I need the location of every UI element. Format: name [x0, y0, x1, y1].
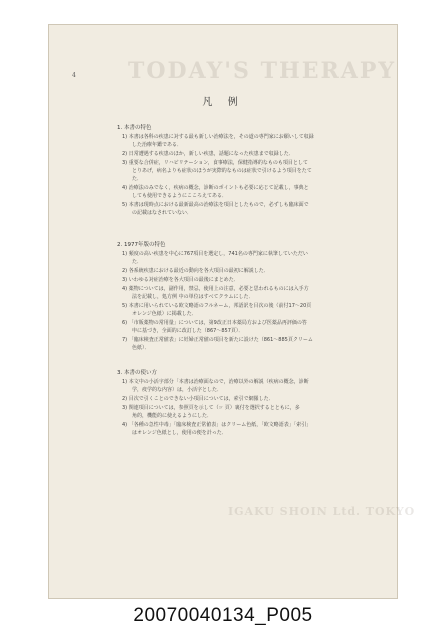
list-item: [122, 133, 372, 149]
list-item-line: 角的，機能的に使えるようにした．: [132, 413, 213, 419]
watermark-header: TODAY'S THERAPY: [128, 58, 397, 84]
section-heading: 1. 本書の特色: [117, 125, 152, 131]
list-item-number: 2): [122, 396, 128, 402]
list-item-line: 治療法のみでなく，疾病の概念，診断のポイントも必要に応じて記載し，事典と: [127, 185, 309, 191]
list-item-line: 「臨床検査正常値表」に妊婦正常値の項目を新たに設けた（861〜885頁クリーム: [127, 337, 313, 343]
list-item: [122, 319, 372, 335]
list-item-line: 本書は現時点における最新最高の治療法を項目としたもので，必ずしも臨床面で: [127, 202, 309, 208]
list-item-line: した治療年鑑である．: [132, 142, 183, 148]
list-item: [122, 285, 372, 301]
list-item-line: 申に基づき，全面的に改訂した（867〜857頁）．: [132, 328, 244, 334]
section-heading: 3. 本書の使い方: [117, 370, 157, 376]
list-item-line: 各系統疾患における最近の動向を各大項目の最初に解説した．: [127, 268, 269, 274]
list-item-line: 色紙）．: [132, 345, 150, 351]
list-item-number: 1): [122, 379, 128, 385]
list-item-line: 学，疫学的な内容）は，小活字とした．: [132, 387, 223, 393]
list-item: [122, 378, 372, 394]
list-item-line: 薬物については，副作用，禁忌，使用上の注意，必要と思われるものには入手方: [127, 286, 309, 292]
list-item-number: 2): [122, 268, 128, 274]
list-item-line: の記載はなされていない．: [132, 210, 193, 216]
list-item-line: 関連項目については，参照頁を示して（☞ 頁）裏付を選択するとともに，多: [127, 405, 300, 411]
list-item: [122, 395, 372, 403]
list-item-line: オレンジ色紙）に掲載した．: [132, 311, 197, 317]
list-item-number: 2): [122, 151, 128, 157]
list-item-line: た．: [132, 259, 143, 265]
list-item: [122, 267, 372, 275]
list-item-line: 頻度の高い疾患を中心に767項目を選定し，741名の専門家に執筆していただい: [127, 251, 308, 257]
page-title: 凡 例: [202, 97, 244, 108]
list-item: [122, 250, 372, 266]
page-number: 4: [72, 72, 76, 79]
list-item: [122, 201, 372, 217]
list-item-line: とりあげ，病名よりも症状のほうが実際的なものは症状で引けるよう項目をたて: [132, 168, 312, 174]
list-item-number: 3): [122, 405, 128, 411]
list-item: [122, 302, 372, 318]
list-item-number: 5): [122, 202, 128, 208]
list-item: [122, 404, 372, 420]
list-item-line: 日常遭遇する疾患のほか，新しい疾患，話題になった疾患まで収録した．: [127, 151, 294, 157]
list-item-line: 法を記載し，処方例 中の単位はすべてクラムにした．: [132, 294, 254, 300]
list-item: [122, 159, 372, 183]
list-item: [122, 421, 372, 437]
list-item-line: 重要な合併症，リハビリテーション，食事療法，保健指導的なものも項目として: [127, 160, 308, 166]
list-item-line: 本書は各科の疾患に対する最も新しい治療法を，その道の専門家にお願いして収録: [127, 134, 314, 140]
watermark-footer: IGAKU SHOIN Ltd. TOKYO: [228, 505, 416, 518]
list-item-number: 4): [122, 286, 128, 292]
list-item-line: 目次で引くことのできない小項目については，索引で網羅した．: [127, 396, 274, 402]
list-item: [122, 276, 372, 284]
list-item-line: 「市販薬物の常用量」については，第9改正日本薬局方および医薬品再評価の答: [127, 320, 307, 326]
list-item: [122, 184, 372, 200]
list-item-number: 1): [122, 251, 128, 257]
list-item-line: いわゆる対症治療を各大項目の最後にまとめた．: [127, 277, 239, 283]
list-item: [122, 336, 372, 352]
list-item-number: 5): [122, 303, 128, 309]
list-item-line: 本書に用いられている欧文略語のフルネーム，邦語訳を目次の後（前付17〜20頁: [127, 303, 312, 309]
section-heading: 2. 1977年版の特色: [117, 242, 166, 248]
image-caption: 20070040134_P005: [133, 605, 313, 626]
list-item-line: 「各種の急性中毒」「臨床検査正常値表」はクリーム色紙，「欧文略語表」「索引」: [127, 422, 312, 428]
list-item-number: 7): [122, 337, 128, 343]
list-item-line: はオレンジ色紙とし，使用の便を計った．: [132, 430, 227, 436]
list-item-line: しても使用できるようにこころえてある．: [132, 193, 228, 199]
list-item-number: 3): [122, 277, 128, 283]
list-item: [122, 150, 372, 158]
list-item-line: 本文中の小活字部分「本書は治療面なので，治療以外の解説（疾病の概念，診断: [127, 379, 309, 385]
list-item-number: 1): [122, 134, 128, 140]
list-item-number: 4): [122, 185, 128, 191]
list-item-number: 6): [122, 320, 128, 326]
list-item-line: た．: [132, 176, 143, 182]
list-item-number: 4): [122, 422, 128, 428]
list-item-number: 3): [122, 160, 128, 166]
